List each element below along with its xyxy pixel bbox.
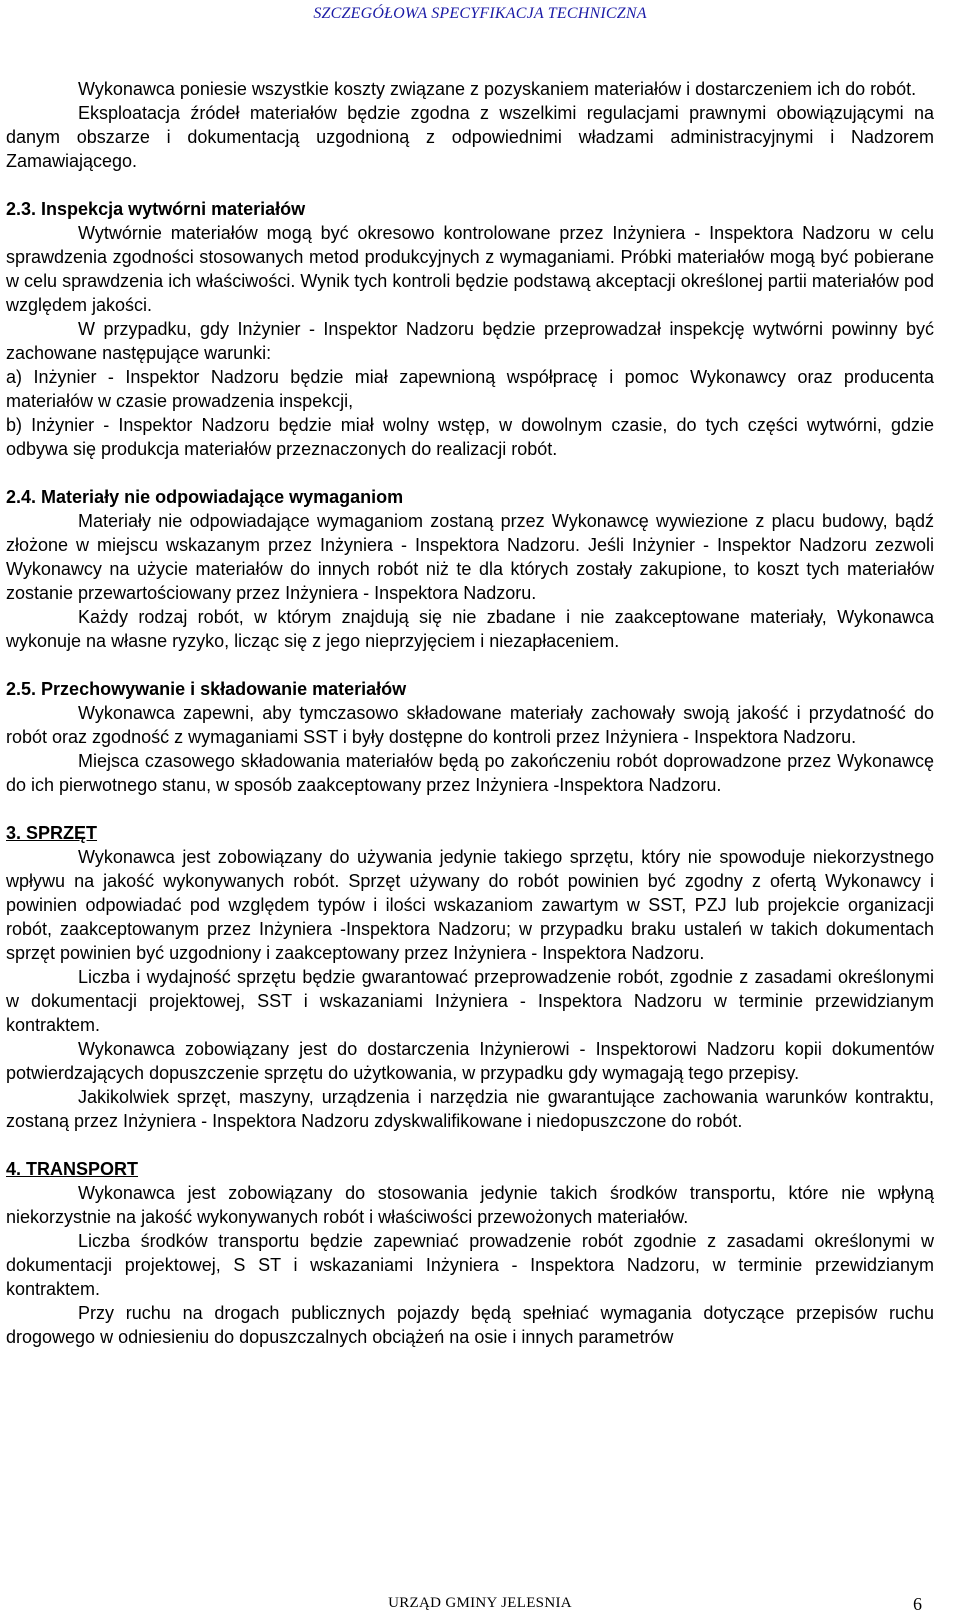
paragraph: Wykonawca poniesie wszystkie koszty związane z pozyskaniem materiałów i dostarczeniem ich do robót. bbox=[78, 79, 917, 99]
paragraph: Wykonawca zobowiązany jest do dostarczenia Inżynierowi - Inspektorowi Nadzoru kopii dokumentów potwierdzających dopuszczenie sprzętu do użytkowania, w przypadku gdy wymagają tego przepisy. bbox=[6, 1039, 934, 1083]
paragraph: Wykonawca jest zobowiązany do używania jedynie takiego sprzętu, który nie spowoduje niekorzystnego wpływu na jakość wykonywanych robót. Sprzęt używany do robót powinien być zgodny z ofertą Wykonawcy i powinien odpowiadać pod względem typów i ilości wskazaniom zawartym w SST, PZJ lub projekcie organizacji robót, zaakceptowanym przez Inżyniera -Inspektora Nadzoru; w przypadku braku ustaleń w takich dokumentach sprzęt powinien być uzgodniony i zaakceptowany przez Inżyniera - Inspektora Nadzoru. bbox=[6, 847, 934, 963]
section-number: 2.3. bbox=[6, 199, 37, 219]
section-title: Inspekcja wytwórni materiałów bbox=[41, 199, 306, 219]
paragraph: Jakikolwiek sprzęt, maszyny, urządzenia i narzędzia nie gwarantujące zachowania warunków kontraktu, zostaną przez Inżyniera - Inspektora Nadzoru zdyskwalifikowane i niedopuszczone do robót. bbox=[6, 1087, 934, 1131]
running-footer: URZĄD GMINY JELESNIA bbox=[388, 1595, 572, 1611]
paragraph: Wykonawca zapewni, aby tymczasowo składowane materiały zachowały swoją jakość i przydatność do robót oraz zgodność z wymaganiami SST i były dostępne do kontroli przez Inżyniera - Inspektora Nadzoru. bbox=[6, 703, 934, 747]
section-number: 2.5. bbox=[6, 679, 37, 699]
running-header: SZCZEGÓŁOWA SPECYFIKACJA TECHNICZNA bbox=[313, 5, 647, 22]
paragraph: Przy ruchu na drogach publicznych pojazdy będą spełniać wymagania dotyczące przepisów ruchu drogowego w odniesieniu do dopuszczalnych obciążeń na osie i innych parametrów bbox=[6, 1303, 934, 1347]
paragraph: Wykonawca jest zobowiązany do stosowania jedynie takich środków transportu, które nie wpłyną niekorzystnie na jakość wykonywanych robót i właściwości przewożonych materiałów. bbox=[6, 1183, 934, 1227]
paragraph: Miejsca czasowego składowania materiałów będą po zakończeniu robót doprowadzone przez Wykonawcę do ich pierwotnego stanu, w sposób zaakceptowany przez Inżyniera -Inspektora Nadzoru. bbox=[6, 751, 934, 795]
paragraph: W przypadku, gdy Inżynier - Inspektor Nadzoru będzie przeprowadzał inspekcję wytwórni powinny być zachowane następujące warunki: bbox=[6, 319, 934, 363]
section-title: Przechowywanie i składowanie materiałów bbox=[41, 679, 407, 699]
section-heading-2-5 bbox=[6, 677, 934, 701]
list-item: a) Inżynier - Inspektor Nadzoru będzie miał zapewnioną współpracę i pomoc Wykonawcy oraz producenta materiałów w czasie prowadzenia inspekcji, bbox=[6, 367, 934, 411]
paragraph: Eksploatacja źródeł materiałów będzie zgodna z wszelkimi regulacjami prawnymi obowiązującymi na danym obszarze i dokumentacją uzgodnioną z odpowiednimi władzami administracyjnymi i Nadzorem Zamawiającego. bbox=[6, 103, 934, 171]
paragraph: Materiały nie odpowiadające wymaganiom zostaną przez Wykonawcę wywiezione z placu budowy, bądź złożone w miejscu wskazanym przez Inżyniera - Inspektora Nadzoru. Jeśli Inżynier - Inspektor Nadzoru zezwoli Wykonawcy na użycie materiałów do innych robót niż te dla których zostały zakupione, to koszt tych materiałów zostanie przewartościowany przez Inżyniera - Inspektora Nadzoru. bbox=[6, 511, 934, 603]
paragraph: Każdy rodzaj robót, w którym znajdują się nie zbadane i nie zaakceptowane materiały, Wykonawca wykonuje na własne ryzyko, licząc się z jego nieprzyjęciem i niezapłaceniem. bbox=[6, 607, 934, 651]
page-number: 6 bbox=[913, 1594, 922, 1614]
section-heading-4: 4. TRANSPORT bbox=[6, 1159, 139, 1179]
section-title: Materiały nie odpowiadające wymaganiom bbox=[41, 487, 404, 507]
section-heading-3: 3. SPRZĘT bbox=[6, 823, 98, 843]
document-body bbox=[6, 77, 934, 1349]
paragraph: Liczba środków transportu będzie zapewniać prowadzenie robót zgodnie z zasadami określonymi w dokumentacji projektowej, S ST i wskazaniami Inżyniera - Inspektora Nadzoru, w terminie przewidzianym kontraktem. bbox=[6, 1231, 934, 1299]
list-item: b) Inżynier - Inspektor Nadzoru będzie miał wolny wstęp, w dowolnym czasie, do tych części wytwórni, gdzie odbywa się produkcja materiałów przeznaczonych do realizacji robót. bbox=[6, 415, 934, 459]
section-number: 2.4. bbox=[6, 487, 37, 507]
section-heading-2-3 bbox=[6, 197, 934, 221]
paragraph: Liczba i wydajność sprzętu będzie gwarantować przeprowadzenie robót, zgodnie z zasadami określonymi w dokumentacji projektowej, SST i wskazaniami Inżyniera - Inspektora Nadzoru w terminie przewidzianym kontraktem. bbox=[6, 967, 934, 1035]
paragraph: Wytwórnie materiałów mogą być okresowo kontrolowane przez Inżyniera - Inspektora Nadzoru w celu sprawdzenia zgodności stosowanych metod produkcyjnych z wymaganiami. Próbki materiałów mogą być pobierane w celu sprawdzenia ich właściwości. Wynik tych kontroli będzie podstawą akceptacji określonej partii materiałów pod względem jakości. bbox=[6, 223, 934, 315]
section-heading-2-4 bbox=[6, 485, 934, 509]
